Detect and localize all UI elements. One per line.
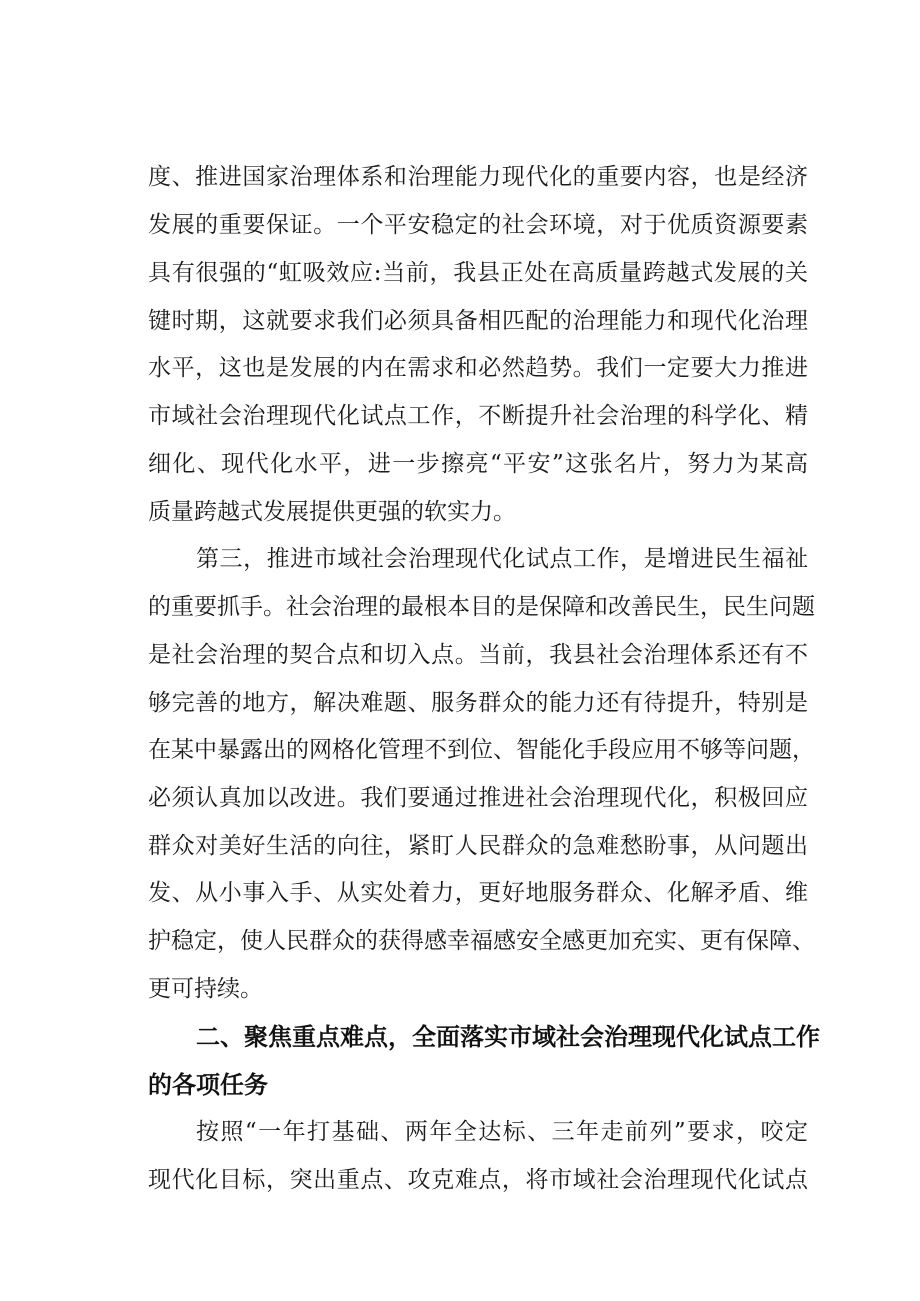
text-line: 的重要抓手。社会治理的最根本目的是保障和改善民生，民生问题 [148, 594, 815, 620]
text-line: 第三，推进市域社会治理现代化试点工作，是增进民生福祉 [196, 546, 808, 572]
text-line: 发、从小事入手、从实处着力，更好地服务群众、化解矛盾、维 [148, 880, 808, 906]
text-line: 是社会治理的契合点和切入点。当前，我县社会治理体系还有不 [148, 642, 808, 668]
text-line: 水平，这也是发展的内在需求和必然趋势。我们一定要大力推进 [148, 355, 808, 381]
text-line: 够完善的地方，解决难题、服务群众的能力还有待提升，特别是 [148, 690, 808, 716]
text-line: 按照“一年打基础、两年全达标、三年走前列”要求，咬定 [196, 1119, 808, 1145]
text-line: 具有很强的“虹吸效应:当前，我县正处在高质量跨越式发展的关 [148, 260, 808, 286]
text-line: 发展的重要保证。一个平安稳定的社会环境，对于优质资源要素 [148, 212, 808, 238]
text-line: 度、推进国家治理体系和治理能力现代化的重要内容，也是经济 [148, 164, 808, 190]
text-line: 细化、现代化水平，进一步擦亮“平安”这张名片，努力为某高 [148, 451, 808, 477]
text-line: 质量跨越式发展提供更强的软实力。 [148, 499, 516, 525]
text-line: 护稳定，使人民群众的获得感幸福感安全感更加充实、更有保障、 [148, 928, 815, 954]
heading-line: 的各项任务 [148, 1071, 268, 1099]
text-line: 在某中暴露出的网格化管理不到位、智能化手段应用不够等问题， [148, 737, 815, 763]
text-line: 必须认真加以改进。我们要通过推进社会治理现代化，积极回应 [148, 785, 808, 811]
text-line: 现代化目标，突出重点、攻克难点，将市域社会治理现代化试点 [148, 1167, 808, 1193]
text-line: 群众对美好生活的向往，紧盯人民群众的急难愁盼事，从问题出 [148, 833, 808, 859]
text-line: 更可持续。 [148, 976, 263, 1002]
text-line: 市域社会治理现代化试点工作，不断提升社会治理的科学化、精 [148, 403, 808, 429]
heading-line: 二、聚焦重点难点，全面落实市域社会治理现代化试点工作 [196, 1023, 820, 1051]
text-line: 键时期，这就要求我们必须具备相匹配的治理能力和现代化治理 [148, 308, 808, 334]
